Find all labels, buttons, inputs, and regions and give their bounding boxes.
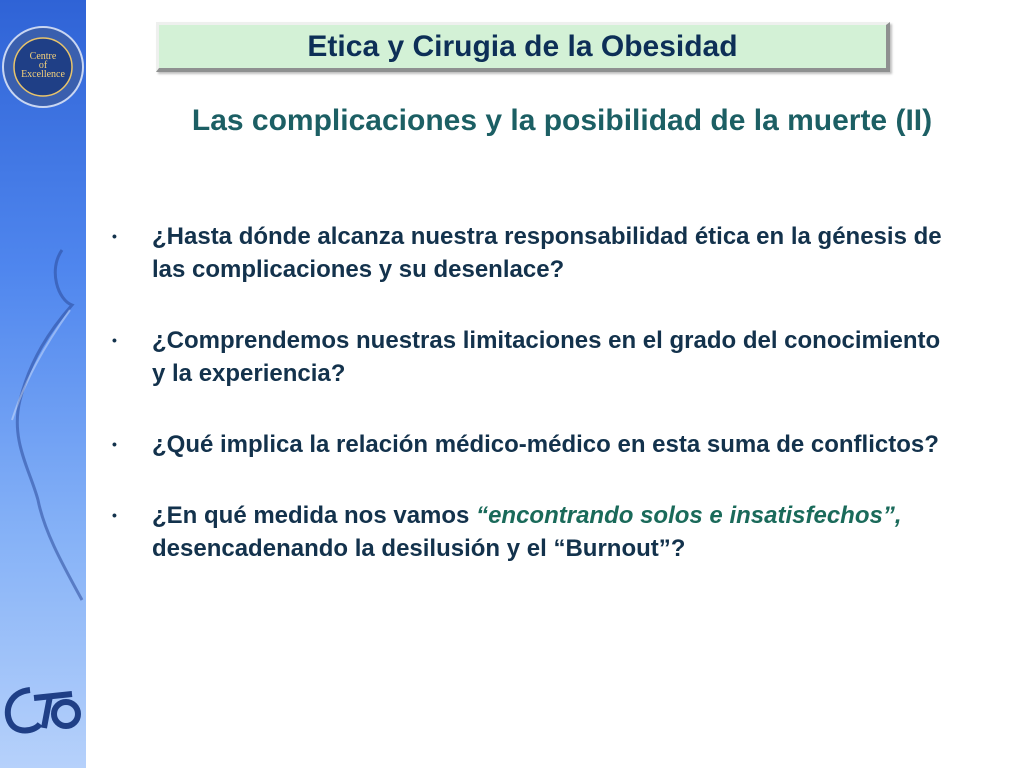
bullet-text-before: ¿En qué medida nos vamos — [152, 502, 477, 529]
bullet-text: ¿Comprendemos nuestras limitaciones en el grado del conocimiento y la experiencia? — [152, 327, 941, 387]
bullet-marker: • — [112, 332, 117, 348]
seal-line-3: Excellence — [21, 69, 65, 80]
bullet-marker: • — [112, 507, 117, 523]
bullet-marker: • — [112, 228, 117, 244]
page-title: Etica y Cirugia de la Obesidad — [307, 29, 738, 63]
bullet-text-emphasis: “encontrando solos e insatisfechos”, — [476, 502, 902, 529]
bullet-text: ¿Qué implica la relación médico-médico en esta suma de conflictos? — [152, 431, 939, 458]
bullet-marker: • — [112, 436, 117, 452]
title-banner — [156, 22, 890, 72]
sidebar-band — [0, 0, 86, 768]
bullet-text: ¿Hasta dónde alcanza nuestra responsabilidad ética en la génesis de las complicaciones y su desenlace? — [152, 223, 942, 283]
seal-line-1: Centre — [29, 51, 57, 62]
bullet-item — [112, 499, 942, 565]
slide-subtitle: Las complicaciones y la posibilidad de la muerte (II) — [191, 104, 933, 137]
bullet-list — [112, 220, 942, 603]
bullet-item — [112, 324, 942, 390]
sidebar-profile-decoration — [0, 0, 86, 768]
bullet-item — [112, 428, 942, 461]
cto-logo — [0, 680, 86, 750]
bullet-text-after: desencadenando la desilusión y el “Burnout”? — [152, 535, 686, 562]
centre-of-excellence-seal — [2, 26, 84, 108]
bullet-item — [112, 220, 942, 286]
seal-line-2: of — [38, 60, 48, 71]
